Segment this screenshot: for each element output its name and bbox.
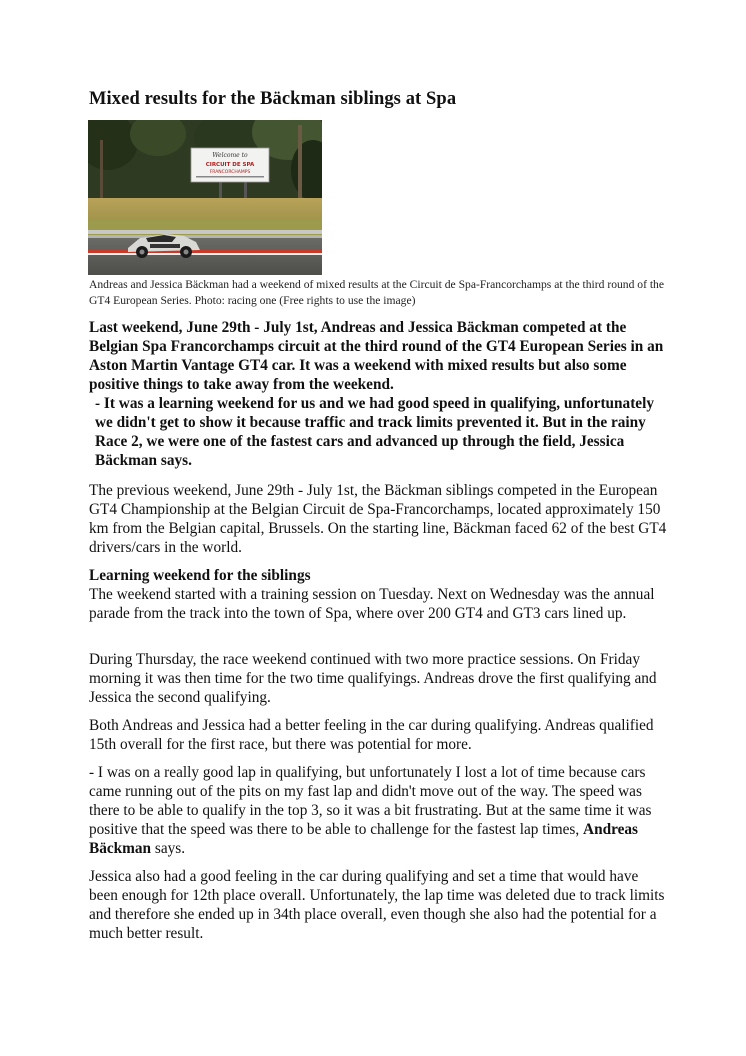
section-subheading: Learning weekend for the siblings	[89, 567, 311, 584]
body-paragraph-4: Both Andreas and Jessica had a better feeling in the car during qualifying. Andreas qualified 15th overall for the first race, but there was potential for more.	[89, 717, 654, 753]
lead-block	[89, 318, 669, 470]
race-photo	[88, 120, 322, 275]
body-paragraph-2: The weekend started with a training session on Tuesday. Next on Wednesday was the annual parade from the track into the town of Spa, where over 200 GT4 and GT3 cars lined up.	[89, 586, 655, 622]
quote-ending: says.	[151, 840, 186, 857]
lead-quote-paragraph: - It was a learning weekend for us and we had good speed in qualifying, unfortunately we didn't get to show it because traffic and track limits prevented it. But in the rainy Race 2, we were one of the fastest cars and advanced up through the field, Jessica Bäckman says.	[95, 395, 654, 469]
body-paragraph-5	[89, 763, 669, 858]
quote-text: - I was on a really good lap in qualifying, but unfortunately I lost a lot of time because cars came running out of the pits on my fast lap and didn't move out of the way. The speed was there to be able to qualify in the top 3, so it was a bit frustrating. But at the same time it was positive that the speed was there to be able to challenge for the fastest lap times,	[89, 764, 652, 838]
quote-speaker-name: Andreas Bäckman	[89, 821, 638, 857]
lead-paragraph: Last weekend, June 29th - July 1st, Andreas and Jessica Bäckman competed at the Belgian Spa Francorchamps circuit at the third round of the GT4 European Series in an Aston Martin Vantage GT4 car. It was a weekend with mixed results but also some positive things to take away from the weekend.	[89, 319, 664, 393]
article-title: Mixed results for the Bäckman siblings at Spa	[89, 89, 457, 109]
race-photo-illustration	[88, 120, 322, 275]
section-learning-weekend	[89, 566, 669, 623]
sign-circuit-text: CIRCUIT DE SPA	[205, 162, 255, 168]
sign-francorchamps-text: FRANCORCHAMPS	[209, 170, 251, 175]
body-paragraph-1: The previous weekend, June 29th - July 1st, the Bäckman siblings competed in the European GT4 Championship at the Belgian Circuit de Spa-Francorchamps, located approximately 150 km from the Belgian capital, Brussels. On the starting line, Bäckman faced 62 of the best GT4 drivers/cars in the world.	[89, 482, 667, 556]
photo-caption: Andreas and Jessica Bäckman had a weekend of mixed results at the Circuit de Spa-Francorchamps at the third round of the GT4 European Series. Photo: racing one (Free rights to use the image)	[89, 278, 665, 307]
sign-welcome-text: Welcome to	[212, 152, 248, 159]
body-paragraph-6: Jessica also had a good feeling in the car during qualifying and set a time that would have been enough for 12th place overall. Unfortunately, the lap time was deleted due to track limits and therefore she ended up in 34th place overall, even though she also had the potential for a much better result.	[89, 868, 665, 942]
body-paragraph-3: During Thursday, the race weekend continued with two more practice sessions. On Friday morning it was then time for the two time qualifyings. Andreas drove the first qualifying and Jessica the second qualifying.	[89, 651, 657, 706]
